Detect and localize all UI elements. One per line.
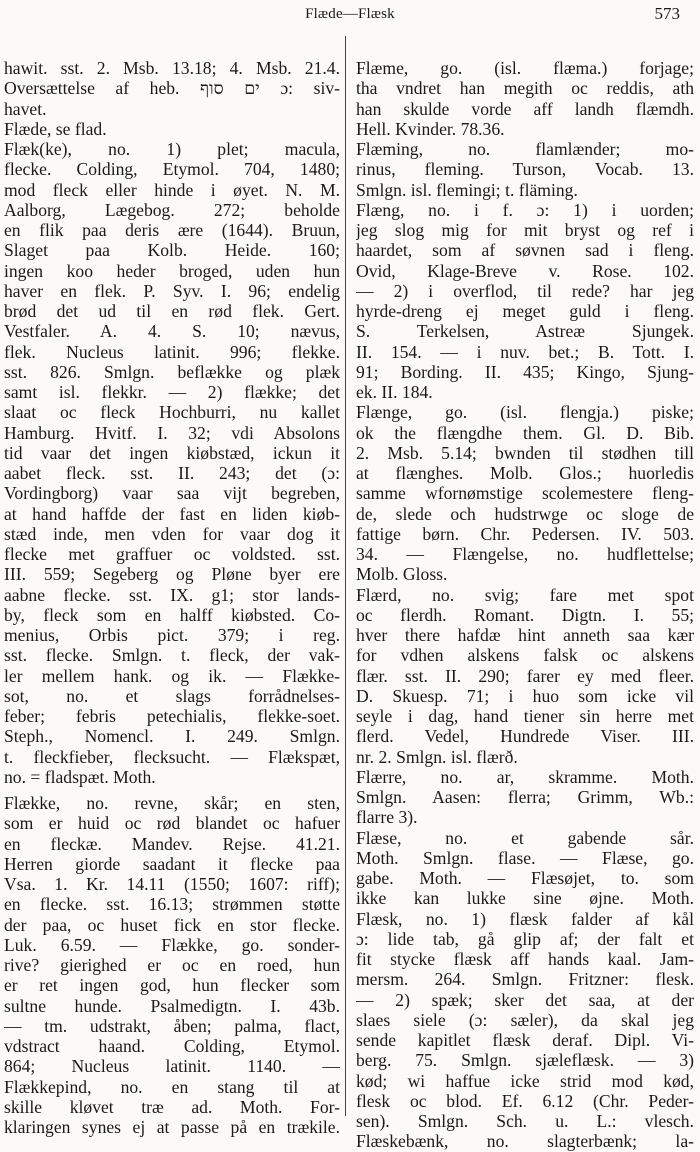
text-line: fit stycke flæsk aff hands kaal. Jam- xyxy=(356,949,694,969)
text-line: er ret ingen god, hun flecker som xyxy=(4,975,340,996)
text-line: der paa, oc huset fick en stor flecke. xyxy=(4,914,340,935)
text-line: oc flerdh. Romant. Digtn. I. 55; xyxy=(356,604,694,625)
text-line: en fleckæ. Mandev. Rejse. 41.21. xyxy=(4,833,340,854)
text-line: ok the flængdhe them. Gl. D. Bib. xyxy=(356,422,694,443)
page-header xyxy=(0,4,700,28)
text-line: vdstract haand. Colding, Etymol. xyxy=(4,1036,340,1056)
text-line: hawit. sst. 2. Msb. 13.18; 4. Msb. 21.4. xyxy=(4,58,340,78)
text-line: Flække, no. revne, skår; en sten, xyxy=(4,793,340,813)
text-line: Vestfaler. A. 4. S. 10; nævus, xyxy=(4,321,340,342)
text-line: som er huid oc rød blandet oc hafuer xyxy=(4,813,340,834)
text-line: sende kapitlet flæsk deraf. Dipl. Vi- xyxy=(356,1030,694,1050)
text-line: Flæsk, no. 1) flæsk falder af kål xyxy=(356,908,694,929)
text-line: 34. — Flængelse, no. hudflettelse; xyxy=(356,544,694,564)
text-line: brød det ud til en rød flek. Gert. xyxy=(4,301,340,321)
text-line: sot, no. et slags forrådnelses- xyxy=(4,685,340,706)
text-line: Ovid, Klage-Breve v. Rose. 102. xyxy=(356,260,694,281)
text-line: — 2) spæk; sker det saa, at der xyxy=(356,989,694,1010)
text-line: by, fleck som en halff kiøbsted. Co- xyxy=(4,604,340,625)
text-line: Molb. Gloss. xyxy=(356,564,448,585)
text-line: Luk. 6.59. — Flække, go. sonder- xyxy=(4,934,340,955)
text-line: at hand haffde der fast en liden kiøb- xyxy=(4,503,340,524)
text-line: ikke kan lukke sine øjne. Moth. xyxy=(356,888,694,909)
text-line: Flæming, no. flamlænder; mo- xyxy=(356,139,694,159)
text-line: Smlgn. isl. flemingi; t. fläming. xyxy=(356,179,578,200)
text-line: Flæde, se flad. xyxy=(4,118,107,139)
text-line: S. Terkelsen, Astreæ Sjungek. xyxy=(356,321,694,342)
text-line: Vsa. 1. Kr. 14.11 (1550; 1607: riff); xyxy=(4,874,340,894)
text-line: for vdhen alskens falsk oc alskens xyxy=(356,645,694,666)
text-line: flesk oc blod. Ef. 6.12 (Chr. Peder- xyxy=(356,1090,694,1111)
text-line: sultne hunde. Psalmedigtn. I. 43b. xyxy=(4,995,340,1016)
text-line: rive? gierighed er oc en roed, hun xyxy=(4,955,340,975)
text-line: jeg slog mig for mit bryst og ref i xyxy=(356,220,694,240)
text-line: aabet fleck. sst. II. 243; det (ɔ: xyxy=(4,463,340,483)
text-line: Slaget paa Kolb. Heide. 160; xyxy=(4,240,340,261)
column-divider xyxy=(345,36,346,1116)
left-column xyxy=(4,58,340,1137)
right-column xyxy=(356,58,694,1152)
text-line: Flækkepind, no. en stang til at xyxy=(4,1076,340,1097)
text-line: II. 154. — i nuv. bet.; B. Tott. I. xyxy=(356,341,694,362)
text-line: samme wfornømstige scolemestere fleng- xyxy=(356,483,694,504)
text-line: haver en flek. P. Syv. I. 96; endelig xyxy=(4,280,340,301)
text-line: seyle i dag, hand tiener sin herre met xyxy=(356,706,694,726)
text-line: D. Skuesp. 71; i huo som icke vil xyxy=(356,685,694,706)
text-line: Oversættelse af heb. ים סוף ɔ: siv- xyxy=(4,78,340,99)
text-line: skille kløvet træ ad. Moth. For- xyxy=(4,1096,340,1117)
text-line: aabne flecke. sst. IX. g1; stor lands- xyxy=(4,584,340,605)
text-line: flarre 3). xyxy=(356,807,418,828)
text-line: flek. Nucleus latinit. 996; flekke. xyxy=(4,341,340,362)
text-line: slaat oc fleck Hochburri, nu kallet xyxy=(4,402,340,423)
text-line: ek. II. 184. xyxy=(356,382,433,402)
text-line: Aalborg, Lægebog. 272; beholde xyxy=(4,199,340,220)
text-line: menius, Orbis pict. 379; i reg. xyxy=(4,625,340,645)
text-line: de, slede och hudstrwge oc sloge de xyxy=(356,503,694,524)
text-line: havet. xyxy=(4,98,47,119)
text-line: en flecke. sst. 16.13; strømmen støtte xyxy=(4,894,340,915)
text-line: 864; Nucleus latinit. 1140. — xyxy=(4,1056,340,1077)
text-line: tid vaar det ingen kiøbstæd, ickun it xyxy=(4,442,340,463)
text-line: flær. sst. II. 290; farer ey med fleer. xyxy=(356,665,694,686)
text-line: ler mellem hank. og ik. — Flække- xyxy=(4,665,340,686)
text-line: sst. 826. Smlgn. beflække og plæk xyxy=(4,361,340,382)
text-line: Vordingborg) vaar saa vijt begreben, xyxy=(4,483,340,504)
text-line: berg. 75. Smlgn. sjæleflæsk. — 3) xyxy=(356,1050,694,1071)
text-line: nr. 2. Smlgn. isl. flærð. xyxy=(356,746,518,767)
text-line: Hamburg. Hvitf. I. 32; vdi Absolons xyxy=(4,422,340,443)
text-line: Flæse, no. et gabende sår. xyxy=(356,827,694,848)
text-line: slaes siele (ɔ: sæler), da skal jeg xyxy=(356,1009,694,1030)
text-line: Steph., Nomencl. I. 249. Smlgn. xyxy=(4,726,340,747)
text-line: at flænghes. Molb. Glos.; huorledis xyxy=(356,463,694,483)
text-line: flerd. Vedel, Hundrede Viser. III. xyxy=(356,726,694,747)
text-line: mod fleck eller hinde i øyet. N. M. xyxy=(4,179,340,200)
text-line: klaringen synes ej at passe på en trækile. xyxy=(4,1117,340,1137)
text-line: Herren giorde saadant it flecke paa xyxy=(4,853,340,874)
text-line: hver there hafdæ hint anneth saa kær xyxy=(356,625,694,645)
text-line: 2. Msb. 5.14; bwnden til stødhen till xyxy=(356,442,694,463)
text-line: t. fleckfieber, flecksucht. — Flækspæt, xyxy=(4,746,340,767)
text-line: en flik paa deris ære (1644). Bruun, xyxy=(4,220,340,240)
text-line: hyrde-dreng ej meget guld i fleng. xyxy=(356,301,694,321)
text-line: — 2) i overflod, til rede? har jeg xyxy=(356,280,694,301)
text-line: mersm. 264. Smlgn. Fritzner: flesk. xyxy=(356,969,694,990)
text-line: Flæk(ke), no. 1) plet; macula, xyxy=(4,139,340,159)
text-line: flecke. Colding, Etymol. 704, 1480; xyxy=(4,159,340,180)
text-line: stæd inde, men vden for vaar dog it xyxy=(4,523,340,544)
text-line: feber; febris petechialis, flekke-soet. xyxy=(4,706,340,726)
text-line: — tm. udstrakt, åben; palma, flact, xyxy=(4,1015,340,1036)
text-line: flecke met graffuer oc voldsted. sst. xyxy=(4,544,340,564)
text-line: Flæng, no. i f. ɔ: 1) i uorden; xyxy=(356,199,694,220)
text-line: haardet, som af søvnen sad i fleng. xyxy=(356,240,694,261)
text-line: Flæskebænk, no. slagterbænk; la- xyxy=(356,1131,694,1152)
page-number: 573 xyxy=(654,4,680,23)
text-line: III. 559; Segeberg og Pløne byer ere xyxy=(4,564,340,585)
text-line: gabe. Moth. — Flæsøjet, to. som xyxy=(356,868,694,888)
text-line: rinus, fleming. Turson, Vocab. 13. xyxy=(356,159,694,180)
text-line: Moth. Smlgn. flase. — Flæse, go. xyxy=(356,847,694,868)
text-line: samt isl. flekkr. — 2) flække; det xyxy=(4,382,340,402)
text-line: ɔ: lide tab, gå glip af; der falt et xyxy=(356,928,694,949)
text-line: 91; Bording. II. 435; Kingo, Sjung- xyxy=(356,361,694,382)
text-line: Flærre, no. ar, skramme. Moth. xyxy=(356,766,694,787)
running-head: Flæde—Flæsk xyxy=(305,6,395,22)
text-line: Flæme, go. (isl. flæma.) forjage; xyxy=(356,58,694,78)
text-line: ingen koo heder broged, uden hun xyxy=(4,260,340,281)
text-line: no. = fladspæt. Moth. xyxy=(4,766,156,787)
text-line: han skulde vorde aff landh flæmdh. xyxy=(356,98,694,119)
text-line: Flænge, go. (isl. flengja.) piske; xyxy=(356,402,694,423)
text-line: fattige børn. Chr. Pedersen. IV. 503. xyxy=(356,523,694,544)
text-line: sst. flecke. Smlgn. t. fleck, der vak- xyxy=(4,645,340,666)
text-line: Smlgn. Aasen: flerra; Grimm, Wb.: xyxy=(356,787,694,807)
text-line: kød; wi haffue icke strid mod kød, xyxy=(356,1070,694,1091)
text-line: Flærd, no. svig; fare met spot xyxy=(356,584,694,605)
text-line: tha vndret han megith oc reddis, ath xyxy=(356,78,694,99)
text-line: sen). Smlgn. Sch. u. L.: vlesch. xyxy=(356,1111,694,1131)
text-line: Hell. Kvinder. 78.36. xyxy=(356,118,505,139)
